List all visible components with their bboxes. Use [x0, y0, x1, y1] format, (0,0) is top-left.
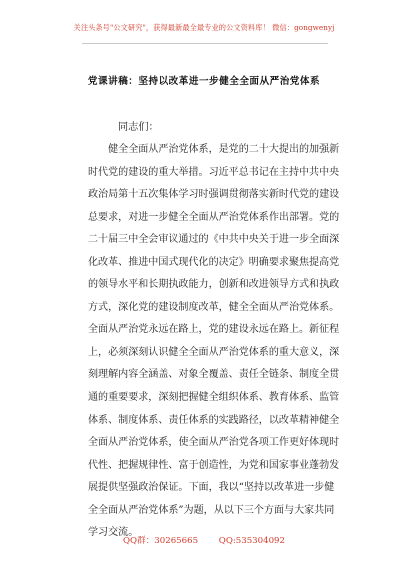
- body-line: 总要求，对进一步健全全面从严治党体系作出部署。党的: [88, 211, 340, 223]
- body-line: 代性、把握规律性、富于创造性，为党和国家事业蓬勃发: [88, 459, 340, 471]
- body-line: 全全面从严治党体系”为题，从以下三个方面与大家共同: [88, 504, 335, 516]
- body-line: 刻理解内容全涵盖、对象全覆盖、责任全链条、制度全贯: [88, 369, 340, 381]
- greeting: 同志们：: [118, 122, 159, 133]
- body-line: 全面从严治党体系，使全面从严治党各项工作更好体现时: [88, 437, 340, 449]
- body-paragraph: [88, 139, 340, 545]
- footer-qq: QQ:535304092: [218, 536, 285, 546]
- body-line: 通的重要要求，深刻把握健全组织体系、教育体系、监管: [88, 392, 340, 404]
- document-title: 党课讲稿：坚持以改革进一步健全全面从严治党体系: [87, 76, 321, 87]
- body-line: 全面从严治党永远在路上，党的建设永远在路上。新征程: [88, 324, 340, 336]
- body-line: 的领导水平和长期执政能力，创新和改进领导方式和执政: [88, 279, 340, 291]
- body-line: 体系、制度体系、责任体系的实践路径，以改革精神健全: [88, 414, 340, 426]
- body-line: 方式，深化党的建设制度改革，健全全面从严治党体系。: [88, 301, 340, 313]
- header-divider: [82, 43, 328, 44]
- footer-contact: [0, 534, 408, 546]
- body-line: 化改革、推进中国式现代化的决定》明确要求聚焦提高党: [88, 256, 340, 268]
- body-line: 上，必须深刻认识健全全面从严治党体系的重大意义，深: [88, 346, 340, 358]
- header-banner: 关注头条号"公文研究"，获得最新最全最专业的公文资料库！ 微信：gongwenyj: [73, 23, 335, 32]
- footer-qq-group: QQ群：30265665: [123, 536, 199, 546]
- body-line: 二十届三中全会审议通过的《中共中央关于进一步全面深: [88, 234, 340, 246]
- body-line: 时代党的建设的重大举措。习近平总书记在主持中共中央: [88, 166, 340, 178]
- body-line: 展提供坚强政治保证。下面，我以“坚持以改革进一步健: [88, 482, 335, 494]
- body-line: 学习交流。: [88, 527, 139, 539]
- body-line: 健全全面从严治党体系，是党的二十大提出的加强新: [88, 144, 340, 155]
- body-line: 政治局第十五次集体学习时强调贯彻落实新时代党的建设: [88, 189, 340, 201]
